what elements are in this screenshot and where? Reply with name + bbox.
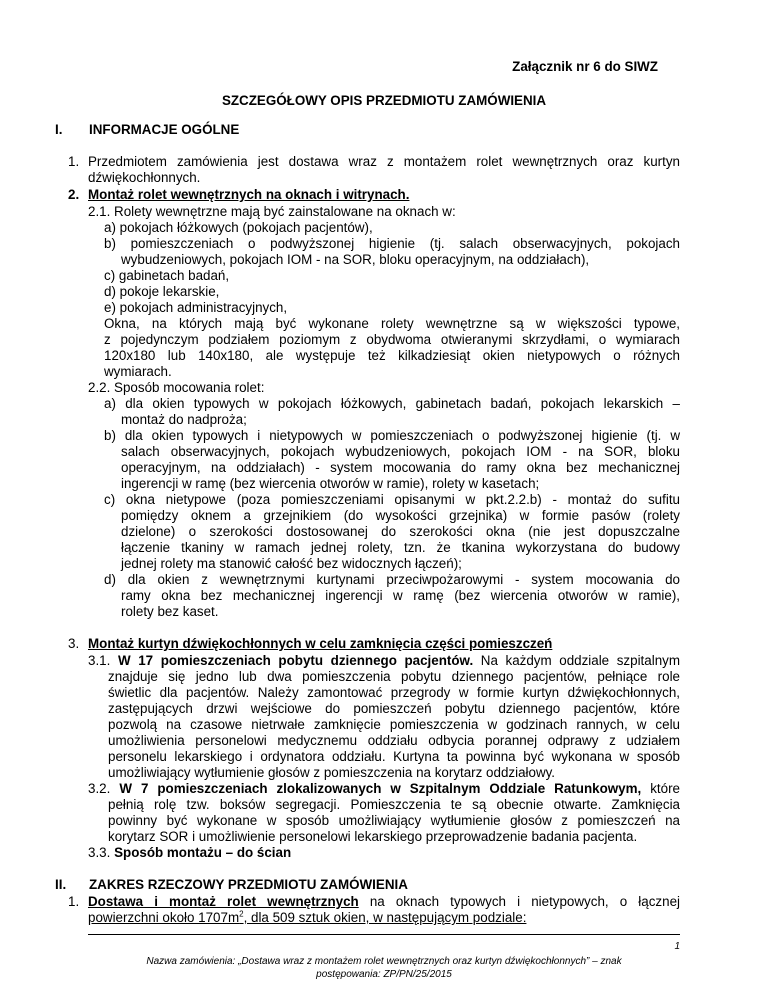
paragraph-line: 2.1. Rolety wewnętrzne mają być zainstalowane na oknach w:: [88, 204, 456, 219]
list-item: c) gabinetach badań,: [104, 268, 230, 283]
list-item: b) dla okien typowych i nietypowych w pomieszczeniach o podwyższonej higienie (tj. w: [104, 428, 680, 443]
paragraph-line: 120x180 lub 140x180, ale występuje też kilkadziesiąt okien nietypowych o różnych: [104, 348, 680, 363]
paragraph-line: świetlic dla pacjentów. Należy zamontować przegrody w formie kurtyn dźwiękochłonnych,: [108, 685, 680, 700]
superscript: 2: [239, 909, 244, 919]
paragraph-text: na oknach typowych i nietypowych, o łącznej: [358, 894, 680, 909]
paragraph-line: z pojedynczym podziałem poziomym z obydwoma otwieranymi skrzydłami, o wymiarach: [104, 332, 680, 347]
document-title: SZCZEGÓŁOWY OPIS PRZEDMIOTU ZAMÓWIENIA: [221, 93, 547, 108]
annex-label: Załącznik nr 6 do SIWZ: [512, 59, 658, 74]
emphasis: Dostawa i montaż rolet wewnętrznych: [88, 894, 359, 909]
list-item: rolety bez kaset.: [121, 604, 219, 619]
list-item: pomiędzy oknem a grzejnikiem (do wysokości grzejnika) w formie pasów (rolety: [121, 508, 680, 523]
list-item: ramy okna bez mechanicznej ingerencji w ramę (bez wiercenia otworów w ramie),: [121, 588, 680, 603]
list-item: b) pomieszczeniach o podwyższonej higienie (tj. salach obserwacyjnych, pokojach: [104, 236, 680, 251]
emphasis: W 17 pomieszczeniach pobytu dziennego pacjentów.: [117, 653, 474, 668]
paragraph-text: , dla 509 sztuk okien, w następującym podziale:: [243, 910, 527, 925]
list-item: d) pokoje lekarskie,: [104, 284, 220, 299]
paragraph-line: umożliwienia personelowi medycznemu oddziału odbycia porannej odprawy z udziałem: [108, 733, 680, 748]
paragraph-number: 3.3.: [88, 845, 111, 860]
list-item: dzielone) o szerokości dostosowanej do szerokości okna (nie jest dopuszczalne: [121, 524, 680, 539]
paragraph-line: znajduje się jedno lub dwa pomieszczenia pobytu dziennego pacjentów, pełniące role: [108, 669, 680, 684]
paragraph-number: 3.2.: [88, 781, 111, 796]
list-item: jednej rolety ma stanowić całość bez widocznych łączeń);: [121, 556, 462, 571]
emphasis: Sposób montażu – do ścian: [114, 845, 292, 860]
paragraph-line: powinny być wykonane w sposób umożliwiający wytłumienie głosów z pomieszczeń na: [108, 813, 680, 828]
paragraph-line: zastępujących drzwi wejściowe do pomieszczeń pobytu dziennego pacjentów, które: [108, 701, 680, 716]
paragraph-line: Okna, na których mają być wykonane rolety wewnętrzne są w większości typowe,: [104, 316, 680, 331]
list-item: e) pokojach administracyjnych,: [104, 300, 288, 315]
list-number: 2.: [68, 187, 80, 202]
page-number: 1: [674, 941, 680, 952]
list-item: salach obserwacyjnych, pokojach wybudzeniowych, pokojach IOM - na SOR, bloku: [121, 444, 680, 459]
list-item: d) dla okien z wewnętrznymi kurtynami przeciwpożarowymi - system mocowania do: [104, 572, 680, 587]
list-item: wybudzeniowych, pokojach IOM - na SOR, bloku operacyjnym, na oddziałach),: [121, 252, 590, 267]
paragraph-line: dźwiękochłonnych.: [88, 170, 201, 185]
paragraph-line: 2.2. Sposób mocowania rolet:: [88, 380, 265, 395]
footer-divider: [88, 934, 680, 935]
paragraph-line: pozwolą na czasowe nietrwałe zamknięcie pomieszczenia w godzinach rannych, w celu: [108, 717, 680, 732]
list-item: montaż do nadproża;: [121, 412, 247, 427]
section-number: II.: [55, 877, 67, 892]
paragraph-line: [88, 910, 526, 926]
paragraph-text: Na każdym oddziale szpitalnym: [473, 653, 680, 668]
paragraph-line: personelu lekarskiego i ordynatora oddziału. Kurtyna ta powinna być wykonana w sposób: [108, 749, 680, 764]
section-heading: ZAKRES RZECZOWY PRZEDMIOTU ZAMÓWIENIA: [89, 877, 408, 892]
paragraph-line: Przedmiotem zamówienia jest dostawa wraz z montażem rolet wewnętrznych oraz kurtyn: [88, 154, 680, 169]
section-number: I.: [55, 122, 63, 137]
paragraph-line: umożliwiający wytłumienie głosów z pomieszczenia na korytarz oddziałowy.: [108, 765, 556, 780]
paragraph-line: korytarz SOR i umożliwienie personelowi lekarskiego przeprowadzenie badania pacjenta.: [108, 829, 638, 844]
list-item: ingerencji w ramę (bez wiercenia otworów w ramie), rolety w kasetach;: [121, 476, 540, 491]
footer-line: Nazwa zamówienia: „Dostawa wraz z montażem rolet wewnętrznych oraz kurtyn dźwiękochłonnych” – znak: [146, 956, 622, 967]
emphasis: W 7 pomieszczeniach zlokalizowanych w Szpitalnym Oddziale Ratunkowym,: [119, 781, 642, 796]
paragraph-line: [88, 894, 680, 910]
list-number: 1.: [68, 154, 80, 169]
paragraph-line: [88, 845, 291, 861]
footer-line: postępowania: ZP/PN/25/2015: [316, 969, 452, 980]
paragraph-line: pełnią rolę tzw. boksów segregacji. Pomieszczenia te są obecnie otwarte. Zamknięcia: [108, 797, 680, 812]
paragraph-line: wymiarach.: [104, 364, 172, 379]
subsection-title: Montaż rolet wewnętrznych na oknach i witrynach.: [88, 187, 410, 202]
list-item: a) pokojach łóżkowych (pokojach pacjentów),: [104, 220, 373, 235]
paragraph-line: [88, 781, 680, 797]
list-number: 1.: [68, 894, 80, 909]
list-item: łączenie tkaniny w ramach jednej rolety, tzn. że tkanina wykorzystana do budowy: [121, 540, 680, 555]
list-item: operacyjnym, na oddziałach) - system mocowania do ramy okna bez mechanicznej: [121, 460, 680, 475]
paragraph-number: 3.1.: [88, 653, 111, 668]
paragraph-line: [88, 653, 680, 669]
paragraph-text: które: [641, 781, 680, 796]
subsection-title: Montaż kurtyn dźwiękochłonnych w celu zamknięcia części pomieszczeń: [88, 636, 553, 651]
list-item: a) dla okien typowych w pokojach łóżkowych, gabinetach badań, pokojach lekarskich –: [104, 396, 680, 411]
paragraph-text: powierzchni około 1707m: [88, 910, 240, 925]
list-number: 3.: [68, 636, 80, 651]
section-heading: INFORMACJE OGÓLNE: [89, 122, 240, 137]
list-item: c) okna nietypowe (poza pomieszczeniami opisanymi w pkt.2.2.b) - montaż do sufitu: [104, 492, 680, 507]
